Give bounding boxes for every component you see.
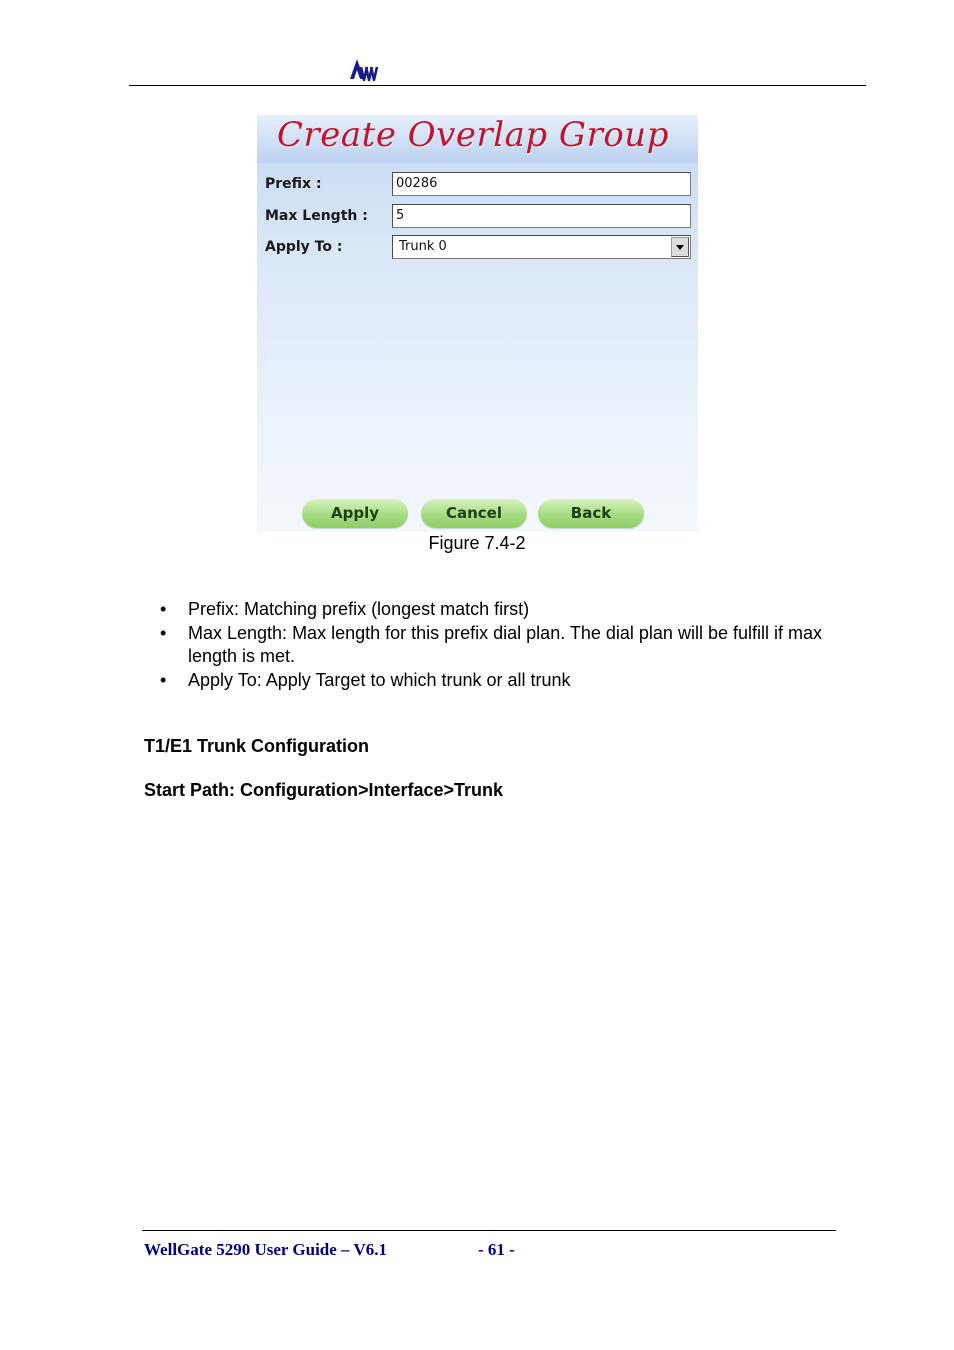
apply-to-label: Apply To : — [265, 239, 343, 255]
footer-rule — [142, 1230, 836, 1231]
prefix-input[interactable]: 00286 — [392, 172, 691, 196]
description-list — [160, 598, 850, 693]
cancel-button[interactable]: Cancel — [421, 499, 527, 528]
bullet-marker: • — [160, 670, 167, 690]
chevron-down-icon[interactable] — [671, 237, 689, 257]
bullet-marker: • — [160, 599, 167, 619]
footer-guide-title: WellGate 5290 User Guide – V6.1 — [144, 1240, 388, 1259]
list-item-text: Max Length: Max length for this prefix dial plan. The dial plan will be fulfill if max length is met. — [188, 623, 822, 666]
company-logo-icon — [348, 55, 380, 83]
list-item-text: Prefix: Matching prefix (longest match first) — [188, 599, 530, 619]
page-number: - 61 - — [478, 1240, 515, 1259]
form-title: Create Overlap Group — [277, 115, 669, 155]
list-item-text: Apply To: Apply Target to which trunk or all trunk — [188, 670, 571, 690]
figure-caption: Figure 7.4-2 — [428, 533, 526, 553]
apply-to-select[interactable] — [392, 235, 691, 259]
max-length-input[interactable]: 5 — [392, 204, 691, 228]
prefix-label: Prefix : — [265, 176, 322, 192]
overlap-group-figure — [257, 115, 698, 532]
apply-to-value: Trunk 0 — [399, 239, 447, 254]
list-item — [160, 622, 850, 668]
list-item — [160, 598, 850, 621]
section-heading: T1/E1 Trunk Configuration — [144, 736, 370, 756]
back-button[interactable]: Back — [538, 499, 644, 528]
start-path: Start Path: Configuration>Interface>Trunk — [144, 780, 504, 800]
max-length-label: Max Length : — [265, 208, 368, 224]
bullet-marker: • — [160, 623, 167, 643]
list-item — [160, 669, 850, 692]
header-rule — [129, 85, 866, 86]
apply-button[interactable]: Apply — [302, 499, 408, 528]
